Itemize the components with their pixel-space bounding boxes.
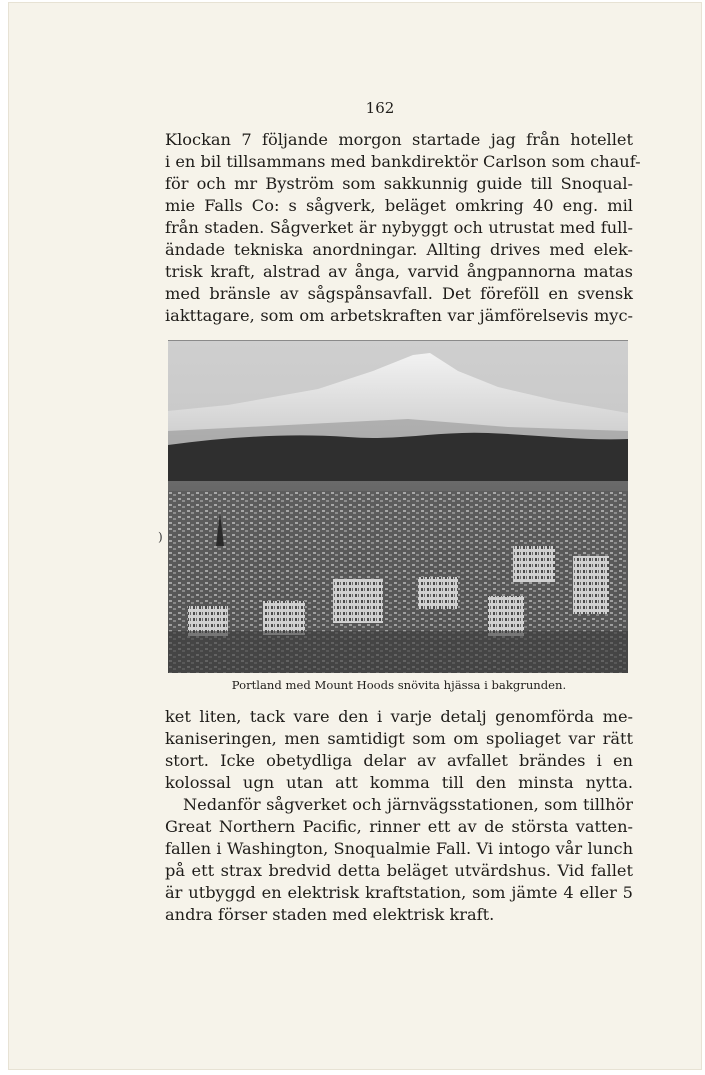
text-line: för och mr Byström som sakkunnig guide till Snoqual-: [165, 174, 633, 193]
text-line: kolossal ugn utan att komma till den minsta nytta.: [165, 773, 633, 792]
text-line: fallen i Washington, Snoqualmie Fall. Vi intogo vår lunch: [165, 839, 633, 858]
text-line: ändade tekniska anordningar. Allting drives med elek-: [165, 240, 633, 259]
text-line: Great Northern Pacific, rinner ett av de största vatten-: [165, 817, 633, 836]
page-number: 162: [365, 99, 395, 117]
text-line: från staden. Sågverket är nybyggt och utrustat med full-: [165, 218, 633, 237]
text-line: på ett strax bredvid detta beläget utvärdshus. Vid fallet: [165, 861, 633, 880]
paragraph-2: [165, 706, 633, 926]
text-line: är utbyggd en elektrisk kraftstation, som jämte 4 eller 5: [165, 883, 633, 902]
building: [418, 577, 458, 609]
text-line: andra förser staden med elektrisk kraft.: [165, 905, 495, 924]
text-line: trisk kraft, alstrad av ånga, varvid ångpannorna matas: [165, 262, 633, 281]
building: [573, 556, 609, 614]
building: [513, 546, 555, 582]
margin-mark: ): [158, 530, 163, 544]
text-line: iakttagare, som om arbetskraften var jämförelsevis myc-: [165, 306, 633, 325]
text-line: kaniseringen, men samtidigt som om spoliaget var rätt: [165, 729, 633, 748]
photo-portland-mount-hood: [168, 340, 628, 673]
text-line: i en bil tillsammans med bankdirektör Carlson som chauf-: [165, 152, 641, 171]
text-line: Nedanför sågverket och järnvägsstationen, som tillhör: [183, 795, 633, 814]
text-line: mie Falls Co: s sågverk, beläget omkring 40 eng. mil: [165, 196, 633, 215]
text-line: stort. Icke obetydliga delar av avfallet brändes i en: [165, 751, 633, 770]
building: [333, 579, 383, 623]
building: [263, 601, 305, 635]
text-line: ket liten, tack vare den i varje detalj genomförda me-: [165, 707, 633, 726]
text-line: med bränsle av sågspånsavfall. Det föreföll en svensk: [165, 284, 633, 303]
building: [488, 596, 524, 636]
paragraph-1: [165, 129, 641, 327]
text-line: Klockan 7 följande morgon startade jag från hotellet: [165, 130, 633, 149]
figure-caption: Portland med Mount Hoods snövita hjässa i bakgrunden.: [231, 678, 567, 692]
